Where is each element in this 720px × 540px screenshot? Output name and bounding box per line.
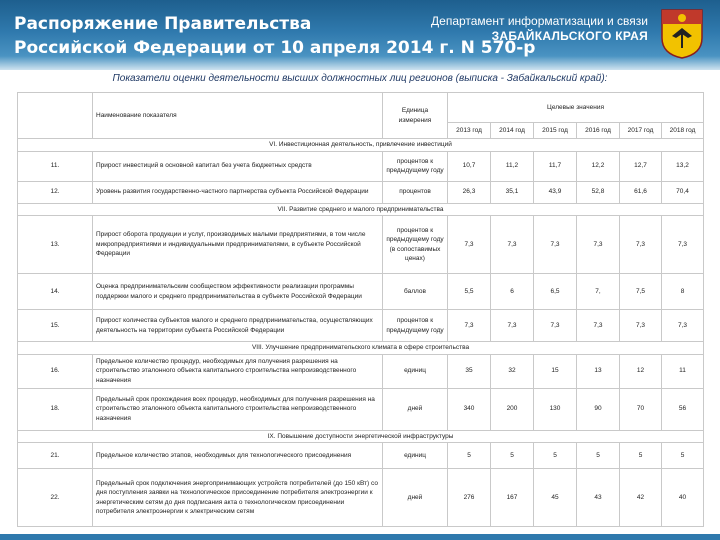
value-2015: 5 xyxy=(534,443,577,469)
value-2013: 5 xyxy=(448,443,491,469)
title-line-1: Распоряжение Правительства xyxy=(14,14,312,34)
table-row xyxy=(18,151,704,181)
section-9-title: IX. Повышение доступности энергетической инфраструктуры xyxy=(18,430,704,443)
year-2018: 2018 год xyxy=(662,123,704,139)
row-number: 15. xyxy=(18,310,93,342)
value-2018: 13,2 xyxy=(662,151,704,181)
indicator-unit: процентов xyxy=(383,181,448,203)
value-2017: 61,6 xyxy=(620,181,662,203)
value-2014: 7,3 xyxy=(491,216,534,274)
value-2015: 43,9 xyxy=(534,181,577,203)
value-2014: 167 xyxy=(491,469,534,527)
value-2015: 130 xyxy=(534,388,577,430)
value-2016: 52,8 xyxy=(577,181,620,203)
table-caption: Показатели оценки деятельности высших должностных лиц регионов (выписка - Забайкальский край): xyxy=(112,73,608,84)
value-2018: 56 xyxy=(662,388,704,430)
value-2014: 7,3 xyxy=(491,310,534,342)
row-number: 13. xyxy=(18,216,93,274)
indicator-name: Предельный срок подключения энергопринимающих устройств потребителей (до 150 кВт) со дня поступления заявки на технологическое присоединение потребителя электроэнергии к энергетическим сетям до дня подписания акта о технологическом присоединении потребителя электроэнергии к электрическим сетям xyxy=(93,469,383,527)
value-2016: 7,3 xyxy=(577,216,620,274)
year-2013: 2013 год xyxy=(448,123,491,139)
value-2016: 12,2 xyxy=(577,151,620,181)
row-number: 12. xyxy=(18,181,93,203)
value-2016: 13 xyxy=(577,354,620,388)
value-2013: 7,3 xyxy=(448,216,491,274)
table-row xyxy=(18,388,704,430)
value-2014: 32 xyxy=(491,354,534,388)
value-2015: 11,7 xyxy=(534,151,577,181)
table-row xyxy=(18,181,704,203)
value-2014: 6 xyxy=(491,274,534,310)
value-2017: 70 xyxy=(620,388,662,430)
indicator-unit: процентов к предыдущему году xyxy=(383,310,448,342)
value-2018: 11 xyxy=(662,354,704,388)
indicator-name: Предельное количество этапов, необходимых для технологического присоединения xyxy=(93,443,383,469)
section-row xyxy=(18,430,704,443)
value-2015: 6,5 xyxy=(534,274,577,310)
value-2013: 7,3 xyxy=(448,310,491,342)
value-2013: 340 xyxy=(448,388,491,430)
value-2018: 70,4 xyxy=(662,181,704,203)
value-2016: 90 xyxy=(577,388,620,430)
indicator-name: Прирост инвестиций в основной капитал без учета бюджетных средств xyxy=(93,151,383,181)
value-2016: 5 xyxy=(577,443,620,469)
section-row xyxy=(18,203,704,216)
table-row xyxy=(18,469,704,527)
coat-of-arms-icon xyxy=(660,8,704,60)
section-row xyxy=(18,342,704,355)
value-2017: 42 xyxy=(620,469,662,527)
indicator-unit: дней xyxy=(383,388,448,430)
table-row xyxy=(18,216,704,274)
header-banner xyxy=(0,0,720,70)
value-2013: 35 xyxy=(448,354,491,388)
value-2014: 200 xyxy=(491,388,534,430)
header-indicator-name: Наименование показателя xyxy=(93,93,383,139)
row-number: 14. xyxy=(18,274,93,310)
indicator-name: Предельный срок прохождения всех процедур, необходимых для получения разрешения на строительство эталонного объекта капитального строительства непроизводственного назначения xyxy=(93,388,383,430)
value-2015: 45 xyxy=(534,469,577,527)
row-number: 18. xyxy=(18,388,93,430)
value-2014: 5 xyxy=(491,443,534,469)
value-2016: 7, xyxy=(577,274,620,310)
value-2015: 7,3 xyxy=(534,310,577,342)
indicator-name: Оценка предпринимательским сообществом эффективности реализации программы поддержки малого и среднего предпринимательства в субъекте Российской Федерации xyxy=(93,274,383,310)
value-2013: 26,3 xyxy=(448,181,491,203)
indicator-name: Уровень развития государственно-частного партнерства субъекта Российской Федерации xyxy=(93,181,383,203)
value-2017: 12,7 xyxy=(620,151,662,181)
row-number: 11. xyxy=(18,151,93,181)
value-2018: 7,3 xyxy=(662,310,704,342)
table-row xyxy=(18,443,704,469)
indicator-unit: процентов к предыдущему году xyxy=(383,151,448,181)
value-2013: 276 xyxy=(448,469,491,527)
value-2017: 5 xyxy=(620,443,662,469)
indicator-unit: единиц xyxy=(383,354,448,388)
indicator-unit: единиц xyxy=(383,443,448,469)
value-2018: 7,3 xyxy=(662,216,704,274)
department-line-2: ЗАБАЙКАЛЬСКОГО КРАЯ xyxy=(491,29,648,43)
indicator-unit: процентов к предыдущему году (в сопоставимых ценах) xyxy=(383,216,448,274)
value-2013: 10,7 xyxy=(448,151,491,181)
title-line-2: Российской Федерации от 10 апреля 2014 г. N 570-р xyxy=(14,38,536,58)
table-row xyxy=(18,310,704,342)
indicator-unit: баллов xyxy=(383,274,448,310)
value-2017: 7,3 xyxy=(620,310,662,342)
indicator-name: Прирост оборота продукции и услуг, производимых малыми предприятиями, в том числе микропредприятиями и индивидуальными предпринимателями, в субъекте Российской Федерации xyxy=(93,216,383,274)
bottom-bar xyxy=(0,534,720,540)
table-header-row xyxy=(18,93,704,123)
indicator-name: Прирост количества субъектов малого и среднего предпринимательства, осуществляющих деятельность на территории субъекта Российской Федерации xyxy=(93,310,383,342)
value-2018: 8 xyxy=(662,274,704,310)
value-2016: 43 xyxy=(577,469,620,527)
header-target-values: Целевые значения xyxy=(448,93,704,123)
year-2014: 2014 год xyxy=(491,123,534,139)
section-6-title: VI. Инвестиционная деятельность, привлечение инвестиций xyxy=(18,139,704,152)
value-2014: 11,2 xyxy=(491,151,534,181)
value-2018: 40 xyxy=(662,469,704,527)
value-2014: 35,1 xyxy=(491,181,534,203)
section-8-title: VIII. Улучшение предпринимательского климата в сфере строительства xyxy=(18,342,704,355)
section-7-title: VII. Развитие среднего и малого предпринимательства xyxy=(18,203,704,216)
value-2017: 7,3 xyxy=(620,216,662,274)
value-2015: 15 xyxy=(534,354,577,388)
indicator-unit: дней xyxy=(383,469,448,527)
value-2017: 12 xyxy=(620,354,662,388)
section-row xyxy=(18,139,704,152)
year-2015: 2015 год xyxy=(534,123,577,139)
department-name xyxy=(431,14,648,44)
value-2018: 5 xyxy=(662,443,704,469)
year-2016: 2016 год xyxy=(577,123,620,139)
year-2017: 2017 год xyxy=(620,123,662,139)
row-number: 16. xyxy=(18,354,93,388)
department-line-1: Департамент информатизации и связи xyxy=(431,14,648,28)
row-number: 22. xyxy=(18,469,93,527)
indicator-name: Предельное количество процедур, необходимых для получения разрешения на строительство эталонного объекта капитального строительства непроизводственного назначения xyxy=(93,354,383,388)
value-2017: 7,5 xyxy=(620,274,662,310)
indicators-table xyxy=(17,92,704,527)
value-2016: 7,3 xyxy=(577,310,620,342)
table-row xyxy=(18,274,704,310)
header-unit: Единица измерения xyxy=(383,93,448,139)
value-2013: 5,5 xyxy=(448,274,491,310)
table-row xyxy=(18,354,704,388)
row-number: 21. xyxy=(18,443,93,469)
value-2015: 7,3 xyxy=(534,216,577,274)
